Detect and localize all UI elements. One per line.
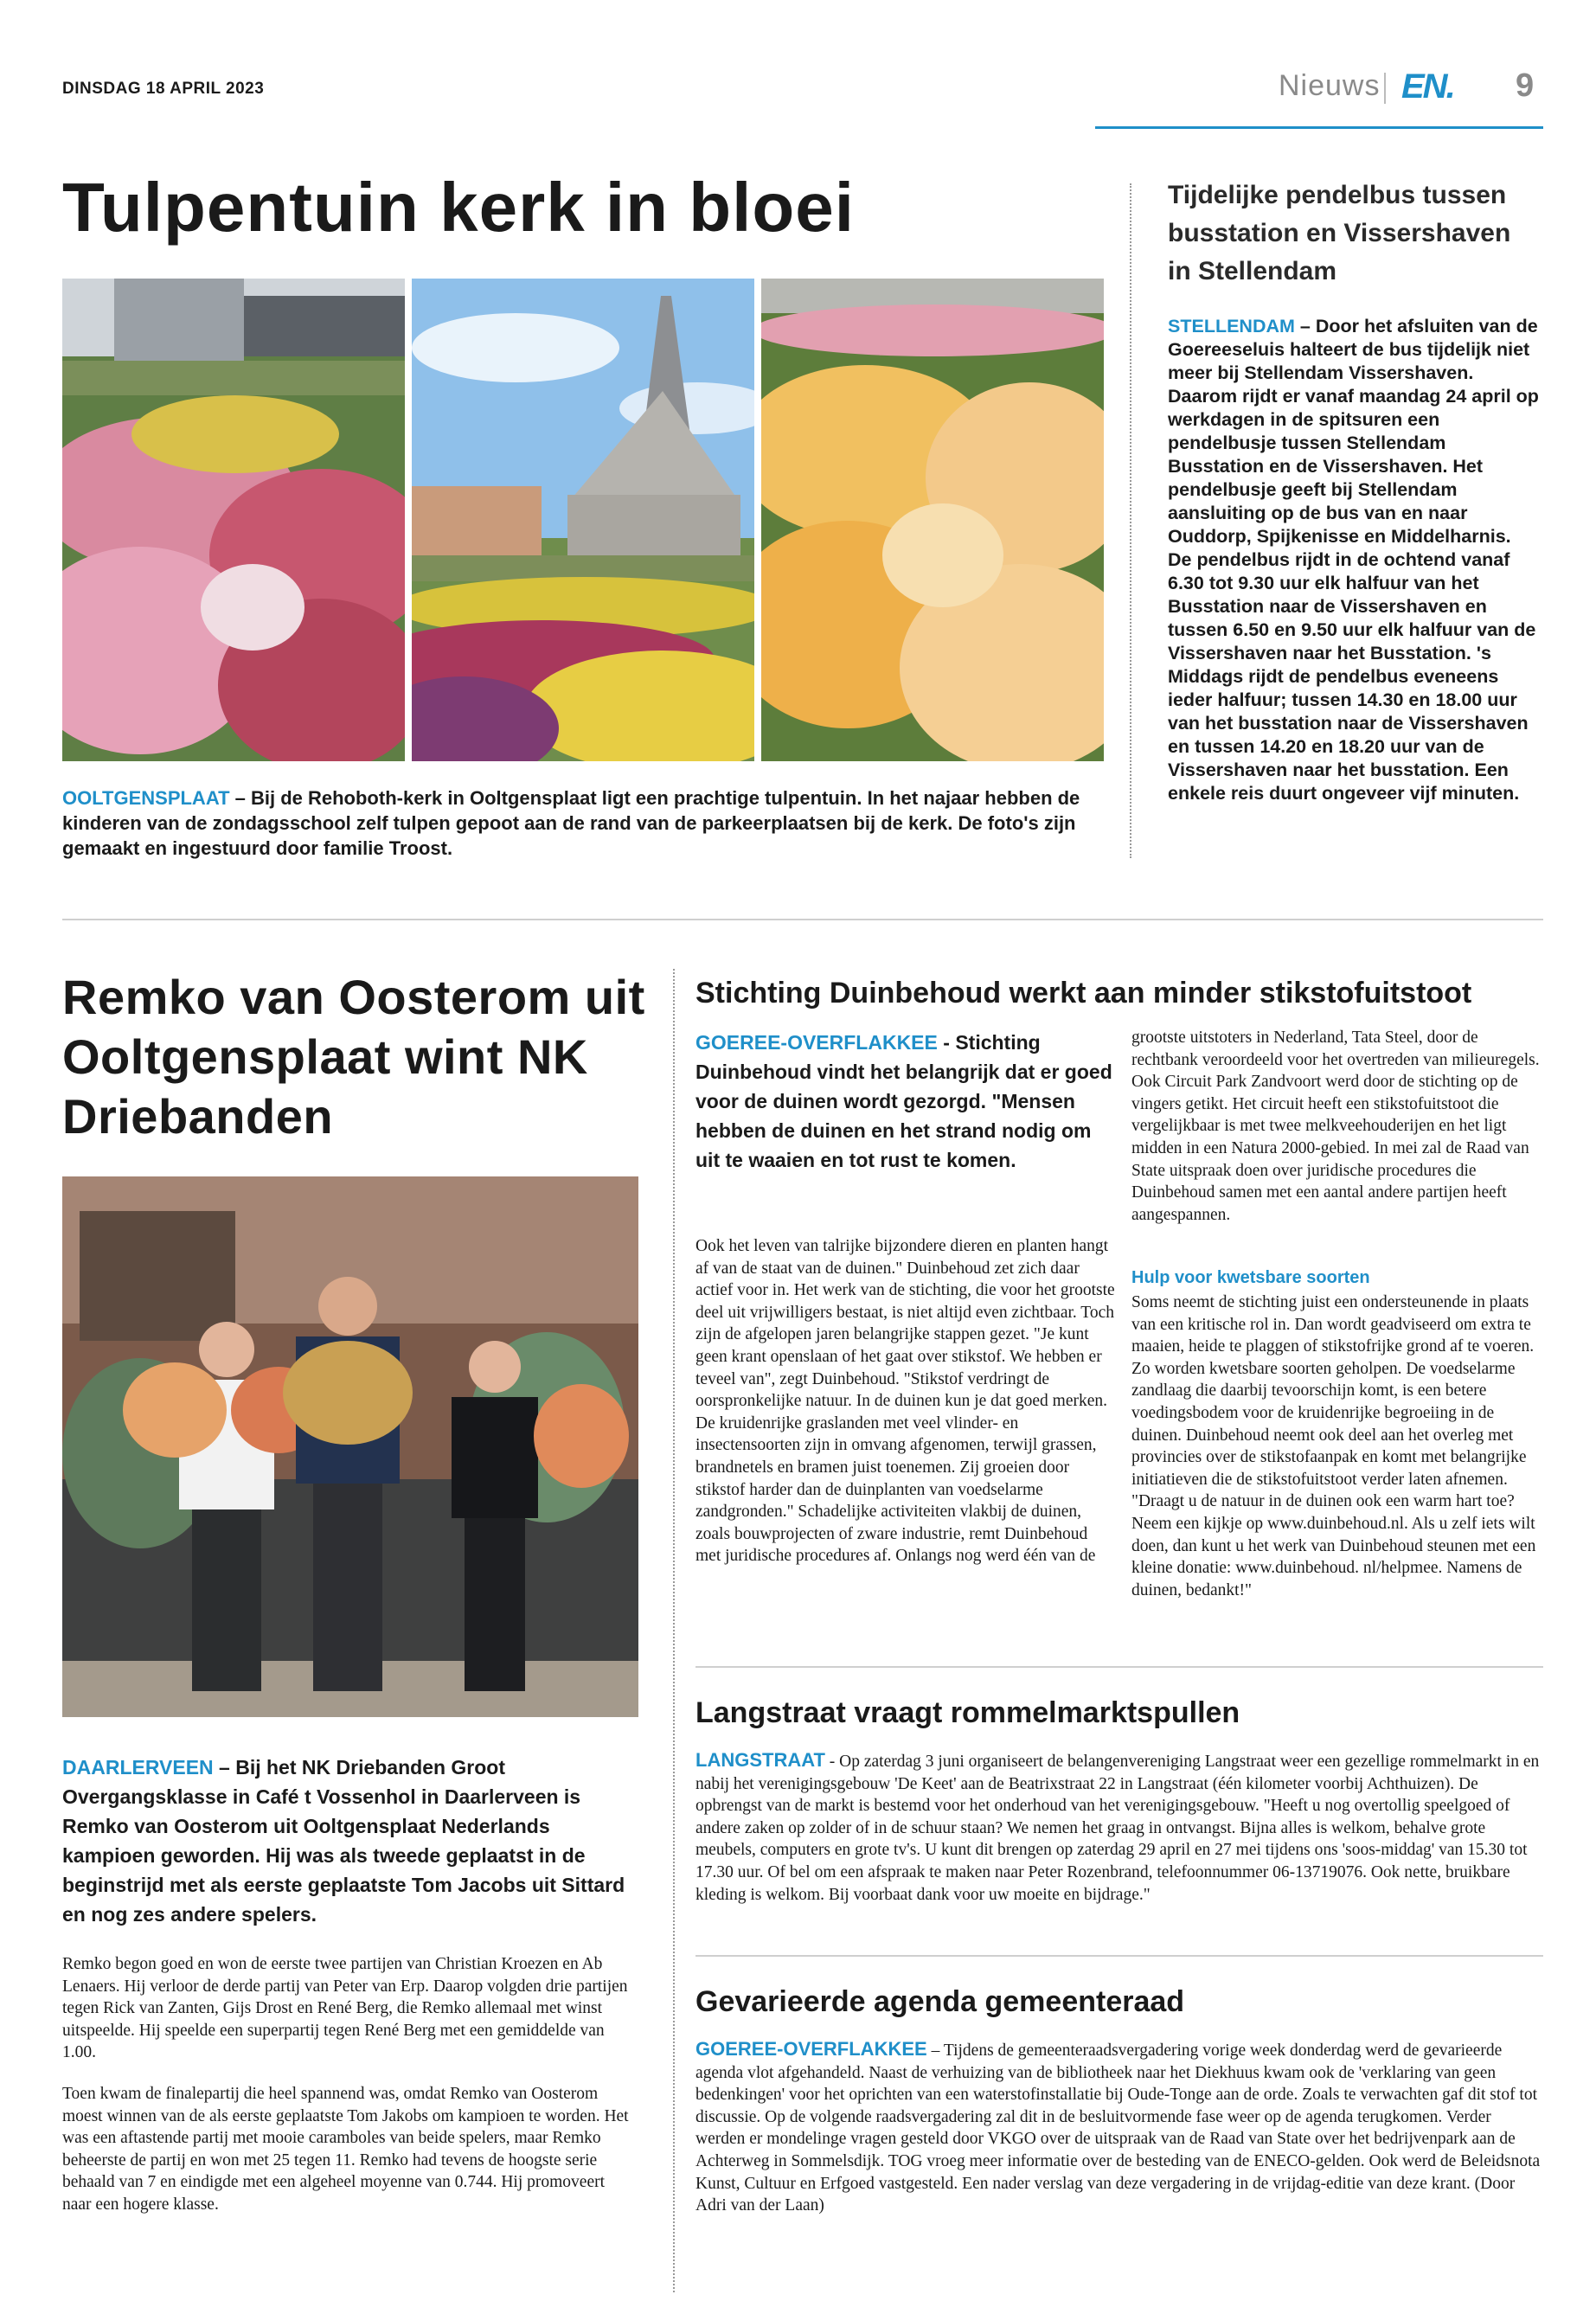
market-body: - Op zaterdag 3 juni organiseert de belangenvereniging Langstraat weer een gezellige rommelmarkt in en nabij het verenigingsgebouw 'De Keet' aan de Beatrixstraat 22 in Langstraat (één kilometer voorbij Achthuizen). De opbrengst van de markt is bestemd voor het onderhoud van het verenigingsgebouw. "Heeft u nog overtollig speelgoed of andere zaken op zolder of in de schuur staan? We nemen het graag in ontvangst. Bijna alles is welkom, behalve grote meubels, computers en grote tv's. U kunt dit brengen op zaterdag 29 april en 27 mei tijdens ons 'soos-middag' van 15.30 tot 17.30 uur. Of bel om een afspraak te maken naar Peter Rozenbrand, telefoonnummer 06-13719076. Ook nette, bruikbare kleding is welkom. Bij voorbaat dank voor uw moeite en bijdrage."	[695, 1753, 1540, 1904]
agenda-text	[695, 2038, 1543, 2217]
billiards-photo	[62, 1176, 638, 1717]
billiards-dateline: DAARLERVEEN	[62, 1756, 214, 1779]
billiards-lead	[62, 1753, 633, 1929]
billiards-paragraph-2: Toen kwam de finalepartij die heel spannend was, omdat Remko van Oosterom moest winnen van de als eerste geplaatste Tom Jakobs om kampioen te worden. Het was een aftastende partij met mooie caramboles van beide spelers, maar Remko beheerste de partij en won met 25 tegen 11. Remko had tevens de hoogste serie behaald van 7 en eindigde met een algeheel moyenne van 0.744. Hij promoveert naar een hogere klasse.	[62, 2085, 629, 2214]
article-title-tulips: Tulpentuin kerk in bloei	[62, 169, 855, 246]
tulip-photo-2	[412, 279, 754, 761]
caption-text: – Bij de Rehoboth-kerk in Ooltgensplaat ligt een prachtige tulpentuin. In het najaar hebben de kinderen van de zondagsschool zelf tulpen gepoot aan de rand van de parkeerplaatsen bij de kerk. De foto's zijn gemaakt en ingestuurd door familie Troost.	[62, 787, 1080, 859]
dunes-lead-text: - Stichting Duinbehoud vindt het belangrijk dat er goed voor de duinen wordt gezorgd. "Mensen hebben de duinen en het strand nodig om uit te waaien en tot rust te komen.	[695, 1031, 1112, 1171]
header-divider	[1384, 73, 1386, 104]
dunes-column-2: grootste uitstoters in Nederland, Tata Steel, door de rechtbank veroordeeld voor het overtreden van milieuregels. Ook Circuit Park Zandvoort werd door de stichting op de vingers getikt. Het circuit heeft een stikstofuitstoot die vergelijkbaar is met twee melkveehouderijen en het ligt midden in een Natura 2000-gebied. In mei zal de Raad van State uitspraak doen over juridische procedures die Duinbehoud samen met een aantal andere partijen heeft aangespannen.	[1131, 1029, 1540, 1224]
agenda-body: – Tijdens de gemeenteraadsvergadering vorige week donderdag werd de gevarieerde agenda vlot afgehandeld. Naast de verhuizing van de bibliotheek naar het Diekhuus kwam ook de 'verklaring van geen bedenkingen' voor het oprichten van een waterstofinstallatie bij Oude-Tonge aan de orde. Zoals te verwachten gaf dit stof tot discussie. Op de volgende raadsvergadering zal dit in de besluitvormende fase weer op de agenda terugkomen. Verder werden er mondelinge vragen gesteld door VKGO over de uitspraak van de Raad van State over het bedrijvenpark aan de Achterweg in Sommelsdijk. TOG vroeg meer informatie over de besteding van de ENECO-gelden. Ook werd de Beleidsnota Kunst, Cultuur en Erfgoed vastgesteld. Een nader verslag van deze vergadering in de vrijdag-editie van deze krant. (Door Adri van der Laan)	[695, 2041, 1541, 2215]
billiards-paragraph-1: Remko begon goed en won de eerste twee partijen van Christian Kroezen en Ab Lenaers. Hij verloor de derde partij van Peter van Erp. Daarop volgden drie partijen tegen Rick van Zanten, Gijs Drost en René Berg, die Remko allemaal met winst uitspeelde. Hij speelde een superpartij tegen René Berg met een gemiddelde van 1.00.	[62, 1955, 628, 2062]
header-rule	[1095, 126, 1543, 129]
section-rule	[62, 919, 1543, 920]
dunes-column-1: Ook het leven van talrijke bijzondere dieren en planten hangt af van de staat van de duinen." Duinbehoud zet zich daar actief voor in. Het werk van de stichting, die voor het grootste deel uit vrijwilligers bestaat, is niet altijd even zichtbaar. Toch zijn de afgelopen jaren belangrijke stappen gezet. "Je kunt geen krant openslaan of het gaat over stikstof. We hebben er teveel van", zegt Duinbehoud. "Stikstof verdringt de oorspronkelijke natuur. In de duinen kun je dat goed merken. De kruidenrijke graslanden met veel vlinder- en insectensoorten zijn in omvang afgenomen, terwijl grassen, brandnetels en bramen juist toenemen. Zij groeien door stikstof harder dan de duinplanten van voedselarme zandgronden." Schadelijke activiteiten vlakbij de duinen, zoals bouwprojecten of zware industrie, remt Duinbehoud met juridische procedures af. Onlangs nog werd één van de	[695, 1237, 1115, 1566]
bus-text	[1168, 315, 1540, 805]
dunes-lead	[695, 1028, 1115, 1175]
tulip-caption	[62, 785, 1109, 861]
newspaper-logo: EN.	[1401, 67, 1454, 106]
column-divider	[1130, 183, 1131, 858]
bus-dateline: STELLENDAM	[1168, 316, 1295, 336]
article-title-agenda: Gevarieerde agenda gemeenteraad	[695, 1985, 1185, 2018]
dunes-subheading: Hulp voor kwetsbare soorten	[1131, 1268, 1370, 1287]
tulip-photo-3	[761, 279, 1104, 761]
article-title-billiards: Remko van Oosterom uit Ooltgensplaat wint NK Driebanden	[62, 970, 645, 1144]
article-title-market: Langstraat vraagt rommelmarktspullen	[695, 1696, 1240, 1729]
article-title-bus: Tijdelijke pendelbus tussen busstation en Vissershaven in Stellendam	[1168, 181, 1511, 285]
section-rule-3	[695, 1955, 1543, 1957]
billiards-lead-text: – Bij het NK Driebanden Groot Overgangsklasse in Café t Vossenhol in Daarlerveen is Remko van Oosterom uit Ooltgensplaat Nederlands kampioen geworden. Hij was als tweede geplaatst in de beginstrijd met als eerste geplaatste Tom Jacobs uit Sittard en nog zes andere spelers.	[62, 1756, 625, 1926]
market-text	[695, 1749, 1543, 1906]
page-number: 9	[1516, 67, 1535, 104]
section-name: Nieuws	[1279, 69, 1381, 102]
article-title-dunes: Stichting Duinbehoud werkt aan minder stikstofuitstoot	[695, 977, 1472, 1009]
caption-dateline: OOLTGENSPLAAT	[62, 787, 230, 809]
market-dateline: LANGSTRAAT	[695, 1749, 825, 1771]
column-divider-2	[673, 969, 675, 2292]
page-date: DINSDAG 18 APRIL 2023	[62, 80, 265, 98]
dunes-dateline: GOEREE-OVERFLAKKEE	[695, 1031, 938, 1054]
section-rule-2	[695, 1666, 1543, 1668]
dunes-column-2b: Soms neemt de stichting juist een ondersteunende in plaats van een kritische rol in. Dan wordt geadviseerd om extra te maaien, heide te plaggen of stikstofrijke grond af te voeren. Zo worden kwetsbare soorten geholpen. De voedselarme zandlaag die daarbij tevoorschijn komt, is een betere voedingsbodem voor de kruidenrijke begroeiing in de duinen. Duinbehoud neemt ook deel aan het overleg met provincies over de stikstofaanpak en komt met belangrijke initiatieven die de stikstofuitstoot verder laten afnemen. "Draagt u de natuur in de duinen ook een warm hart toe? Neem een kijkje op www.duinbehoud.nl. Als u zelf iets wilt doen, dan kunt u het werk van Duinbehoud steunen met een kleine donatie: www.duinbehoud. nl/helpmee. Namens de duinen, bedankt!"	[1131, 1293, 1536, 1599]
agenda-dateline: GOEREE-OVERFLAKKEE	[695, 2038, 927, 2060]
tulip-photo-1	[62, 279, 405, 761]
bus-body: – Door het afsluiten van de Goereeseluis halteert de bus tijdelijk niet meer bij Stellendam Vissershaven. Daarom rijdt er vanaf maandag 24 april op werkdagen in de spitsuren een pendelbusje tussen Stellendam Busstation en de Vissershaven. Het pendelbusje geeft bij Stellendam aansluiting op de bus van en naar Ouddorp, Spijkenisse en Middelharnis. De pendelbus rijdt in de ochtend vanaf 6.30 tot 9.30 uur elk halfuur van het Busstation naar de Vissershaven en tussen 6.50 en 9.50 uur elk halfuur van de Vissershaven naar het Busstation. 's Middags rijdt de pendelbus eveneens ieder halfuur; tussen 14.30 en 18.00 uur van het busstation naar de Vissershaven en tussen 14.20 en 18.20 uur van de Vissershaven naar het busstation. Een enkele reis duurt ongeveer vijf minuten.	[1168, 316, 1539, 804]
